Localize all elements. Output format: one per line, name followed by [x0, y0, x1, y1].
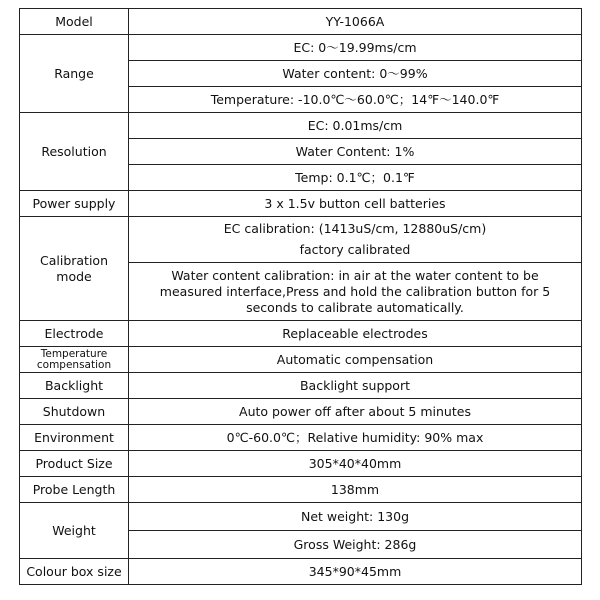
value-shutdown: Auto power off after about 5 minutes [129, 399, 582, 425]
value-resolution-water: Water Content: 1% [129, 139, 582, 165]
value-range-temp: Temperature: -10.0℃～60.0℃；14℉～140.0℉ [129, 87, 582, 113]
label-probe-length: Probe Length [20, 477, 129, 503]
table-row-backlight [20, 373, 582, 399]
value-calibration-ec-line1: EC calibration: (1413uS/cm, 12880uS/cm) [223, 221, 487, 236]
value-range-water: Water content: 0～99% [129, 61, 582, 87]
spec-table [19, 8, 582, 585]
label-environment: Environment [20, 425, 129, 451]
table-row-colour-box-size [20, 559, 582, 585]
value-resolution-temp: Temp: 0.1℃；0.1℉ [129, 165, 582, 191]
table-row-electrode [20, 321, 582, 347]
table-row-probe-length [20, 477, 582, 503]
value-temperature-compensation: Automatic compensation [129, 347, 582, 373]
value-power-supply: 3 x 1.5v button cell batteries [129, 191, 582, 217]
table-row-product-size [20, 451, 582, 477]
table-row-temperature-compensation [20, 347, 582, 373]
value-environment: 0℃-60.0℃；Relative humidity: 90% max [129, 425, 582, 451]
value-product-size: 305*40*40mm [129, 451, 582, 477]
value-backlight: Backlight support [129, 373, 582, 399]
label-colour-box-size: Colour box size [20, 559, 129, 585]
table-row-range [20, 35, 582, 61]
label-model: Model [20, 9, 129, 35]
label-temperature-compensation: Temperature compensation [20, 347, 129, 373]
value-colour-box-size: 345*90*45mm [129, 559, 582, 585]
value-calibration-water: Water content calibration: in air at the water content to be measured interface,Press and hold the calibration button for 5 seconds to calibrate automatically. [129, 263, 582, 321]
table-row-shutdown [20, 399, 582, 425]
table-row-environment [20, 425, 582, 451]
table-row-power-supply [20, 191, 582, 217]
label-range: Range [20, 35, 129, 113]
value-probe-length: 138mm [129, 477, 582, 503]
label-product-size: Product Size [20, 451, 129, 477]
table-row-calibration-mode [20, 217, 582, 263]
table-row-model [20, 9, 582, 35]
label-power-supply: Power supply [20, 191, 129, 217]
value-model: YY-1066A [129, 9, 582, 35]
value-range-ec: EC: 0～19.99ms/cm [129, 35, 582, 61]
label-shutdown: Shutdown [20, 399, 129, 425]
value-electrode: Replaceable electrodes [129, 321, 582, 347]
label-electrode: Electrode [20, 321, 129, 347]
value-calibration-ec [129, 217, 582, 263]
value-weight-net: Net weight: 130g [129, 503, 582, 531]
value-calibration-ec-line2: factory calibrated [299, 242, 411, 257]
label-resolution: Resolution [20, 113, 129, 191]
value-weight-gross: Gross Weight: 286g [129, 531, 582, 559]
table-row-weight [20, 503, 582, 531]
label-backlight: Backlight [20, 373, 129, 399]
label-weight: Weight [20, 503, 129, 559]
label-calibration-mode: Calibration mode [20, 217, 129, 321]
table-row-resolution [20, 113, 582, 139]
value-resolution-ec: EC: 0.01ms/cm [129, 113, 582, 139]
